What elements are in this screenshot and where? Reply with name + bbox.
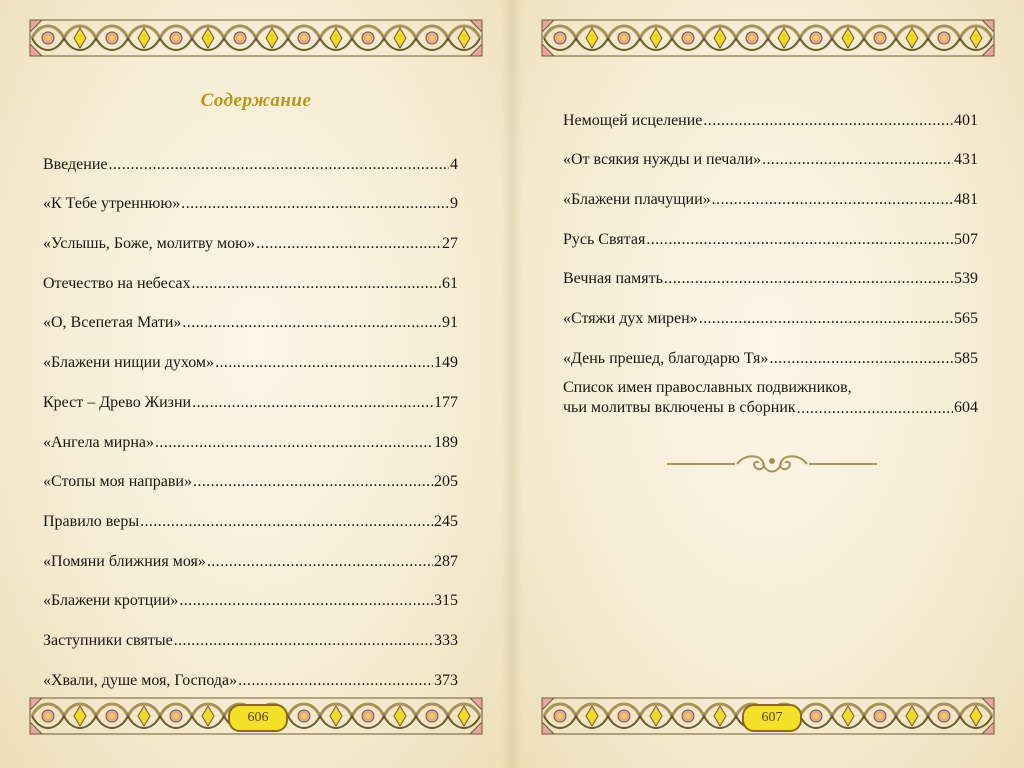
toc-entry [43,650,458,690]
dot-leader [797,400,953,418]
toc-entry-title: Крест – Древо Жизни [43,393,192,411]
toc-entry-page: 481 [954,191,978,209]
toc-entry [43,332,458,372]
toc-entry-title: Заступники святые [43,631,173,649]
toc-entry-page: 315 [434,592,458,610]
toc-entry-title: «Услышь, Боже, молитву мою» [43,235,256,253]
toc-entry-line [563,398,978,418]
dot-leader [215,354,433,372]
toc-entry-title: чьи молитвы включены в сборник [563,398,796,416]
dot-leader [762,151,953,169]
toc-entry [563,130,978,170]
toc-entry-title: Русь Святая [563,230,646,248]
toc-entry-title: Список имен православных подвижников, [563,378,852,396]
toc-entry-title: «Стяжи дух мирен» [563,310,698,328]
dot-leader [179,592,433,610]
toc-entry [43,491,458,531]
dot-leader [181,195,449,213]
toc-entry-title: «О, Всепетая Мати» [43,314,182,332]
toc-entry [43,134,458,174]
toc-entry [563,209,978,249]
toc-entry-title: «День прешед, благодарю Тя» [563,349,769,367]
toc-entry-page: 9 [450,195,458,213]
toc-entry-title: «Хвали, душе моя, Господа» [43,671,238,689]
page-number: 606 [228,704,288,732]
toc-entry [563,169,978,209]
dot-leader [712,191,953,209]
toc-entry [43,571,458,611]
dot-leader [256,235,441,253]
toc-entry-page: 91 [442,314,458,332]
toc-entry-page: 539 [954,270,978,288]
ornamental-border-top-icon [28,14,484,62]
toc-list-left [43,134,458,690]
dot-leader [238,672,433,690]
toc-entry [43,174,458,214]
toc-entry-page: 585 [954,349,978,367]
toc-entry-page: 373 [434,671,458,689]
toc-entry [563,378,978,418]
toc-entry [563,249,978,289]
toc-entry [43,412,458,452]
toc-entry-title: Немощей исцеление [563,111,703,129]
dot-leader [192,275,442,293]
dot-leader [207,553,433,571]
toc-entry [43,372,458,412]
toc-entry-page: 177 [434,393,458,411]
toc-entry-page: 604 [954,398,978,416]
dot-leader [699,310,953,328]
dot-leader [664,270,953,288]
toc-entry-page: 189 [434,433,458,451]
toc-entry-page: 245 [434,512,458,530]
toc-entry-title: «Ангела мирна» [43,433,155,451]
toc-entry [43,452,458,492]
book-gutter [502,0,522,768]
toc-entry-page: 333 [434,631,458,649]
dot-leader [646,231,953,249]
page-number: 607 [742,704,802,732]
dot-leader [769,350,953,368]
toc-entry-page: 507 [954,230,978,248]
toc-entry-page: 287 [434,552,458,570]
ornamental-border-top-icon [540,14,996,62]
toc-list-right [563,90,978,418]
toc-entry-page: 4 [450,155,458,173]
toc-entry-page: 401 [954,111,978,129]
toc-entry-title: «Блажени кротции» [43,592,179,610]
toc-entry [563,90,978,130]
dot-leader [703,112,953,130]
ornamental-divider-icon [667,450,877,478]
toc-entry-title: «Помяни ближния моя» [43,552,206,570]
toc-entry-title: «К Тебе утреннюю» [43,195,181,213]
toc-entry-page: 565 [954,310,978,328]
toc-entry [43,531,458,571]
toc-entry-title: «Стопы моя направи» [43,473,192,491]
dot-leader [140,513,433,531]
toc-entry-title: «Блажени нищии духом» [43,354,215,372]
dot-leader [193,473,433,491]
toc-entry-page: 205 [434,473,458,491]
toc-entry [43,610,458,650]
dot-leader [192,394,433,412]
toc-entry-title: Отечество на небесах [43,274,191,292]
toc-entry [563,288,978,328]
toc-entry-page: 27 [442,235,458,253]
toc-entry-title: «От всякия нужды и печали» [563,151,762,169]
page-heading: Содержание [200,90,312,111]
toc-entry-title: Вечная память [563,270,663,288]
dot-leader [174,632,433,650]
toc-entry-title: Введение [43,155,108,173]
dot-leader [155,434,433,452]
toc-entry-page: 149 [434,354,458,372]
right-page [512,0,1024,768]
dot-leader [182,314,441,332]
toc-entry [43,253,458,293]
toc-entry [563,328,978,368]
dot-leader [109,156,450,174]
toc-entry-page: 431 [954,151,978,169]
toc-entry [43,213,458,253]
toc-entry-page: 61 [442,274,458,292]
toc-entry-title: «Блажени плачущии» [563,191,711,209]
toc-entry-title: Правило веры [43,512,140,530]
toc-entry [43,293,458,333]
